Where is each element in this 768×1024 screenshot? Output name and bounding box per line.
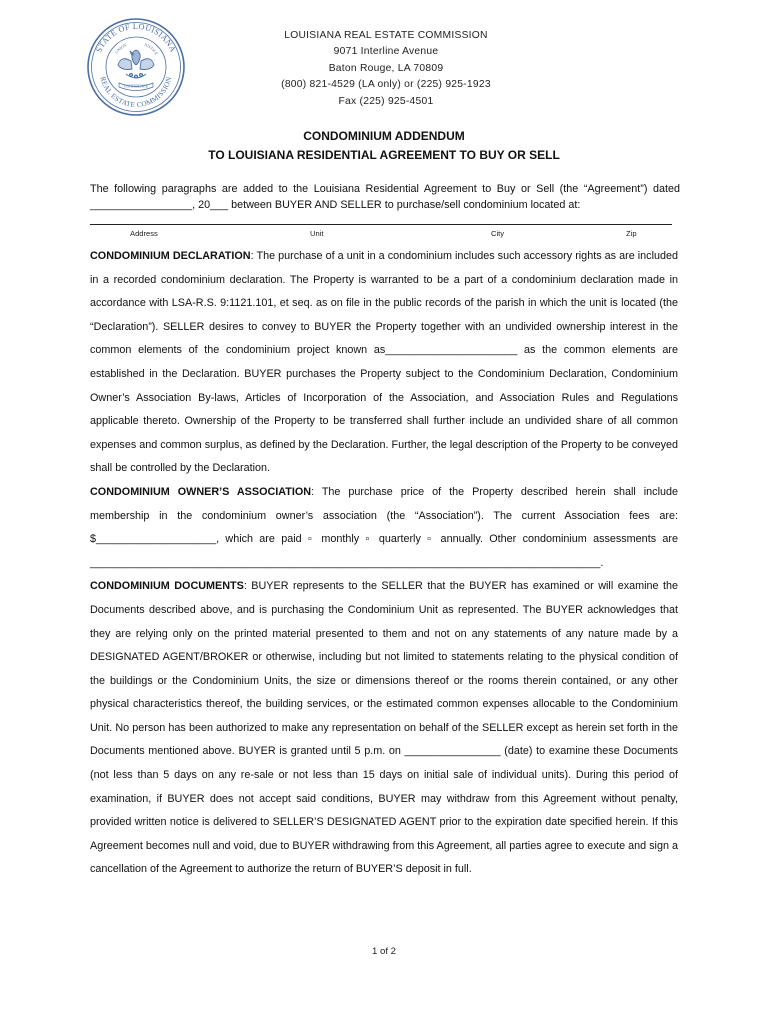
section-heading: CONDOMINIUM DOCUMENTS xyxy=(90,580,244,593)
address-blank-line xyxy=(90,224,672,226)
seal-motto-left: UNION xyxy=(113,42,128,55)
svg-text:UNION xyxy=(114,42,128,54)
section-text: : The purchase of a unit in a condominium includes such accessory rights as are included in a recorded condominium declaration. The Property is warranted to be a part of a condominium declaration made in accordance with LSA-R.S. 9:1121.101, et seq. as on file in the public records of the parish in which the unit is located (the “Declaration”). SELLER desires to convey to BUYER the Property together with an undivided ownership interest in the common elements of the condominium project known as______________________ as the common elements are established in the Declaration. BUYER purchases the Property subject to the Condominium Declaration, Condominium Owner’s Association By-laws, Articles of Incorporation of the Association, and Association Rules and Regulations applicable thereto. Ownership of the Property to be transferred shall further include an undivided share of all common expenses and common surplus, as defined by the Declaration. Further, the legal description of the Property to be conveyed shall be controlled by the Declaration. xyxy=(90,250,678,475)
organization-name: LOUISIANA REAL ESTATE COMMISSION xyxy=(284,30,488,41)
document-body xyxy=(90,245,678,882)
state-seal-pelican-icon xyxy=(86,17,186,117)
page-number: 1 of 2 xyxy=(371,946,396,957)
svg-text:JUSTICE xyxy=(144,42,160,57)
seal-text-top: STATE OF LOUISIANA xyxy=(94,21,178,54)
intro-text: The following paragraphs are added to the Louisiana Residential Agreement to Buy or Sell (the “Agreement”) dated _________________, 20___ between BUYER AND SELLER to purchase/sell condominium located at: xyxy=(90,183,680,212)
document-title xyxy=(90,127,678,165)
seal-motto-bottom: CONFIDENCE xyxy=(123,84,149,89)
section-text: : BUYER represents to the SELLER that the BUYER has examined or will examine the Documents described above, and is purchasing the Condominium Unit as represented. The BUYER acknowledges that they are relying only on the printed material presented to them and not on any statements of any nature made by a DESIGNATED AGENT/BROKER or otherwise, including but not limited to statements relating to the physical condition of the buildings or the Condominium Units, the size or dimensions thereof or the rooms therein contained, or any other physical characteristics thereof, the building services, or the estimated common expenses allocable to the Condominium Unit. No person has been authorized to make any representation on behalf of the SELLER except as herein set forth in the Documents mentioned above. BUYER is granted until 5 p.m. on ________________ (date) to examine these Documents (not less than 5 days on any re-sale or not less than 15 days on initial sale of individual units). During this period of examination, if BUYER does not accept said conditions, BUYER may withdraw from this Agreement without penalty, provided written notice is delivered to SELLER’S DESIGNATED AGENT prior to the expiration date specified herein. If this Agreement becomes null and void, due to BUYER withdrawing from this Agreement, all parties agree to execute and sign a cancellation of the Agreement to authorize the return of BUYER’S deposit in full. xyxy=(90,580,678,876)
title-line-1: CONDOMINIUM ADDENDUM xyxy=(303,129,465,143)
svg-text:REAL ESTATE COMMISSION xyxy=(99,75,174,109)
street-address: 9071 Interline Avenue xyxy=(333,46,439,58)
section-heading: CONDOMINIUM OWNER’S ASSOCIATION xyxy=(90,485,312,498)
zip-label: Zip xyxy=(626,229,637,238)
fax-number: Fax (225) 925-4501 xyxy=(338,95,434,107)
phone-numbers: (800) 821-4529 (LA only) or (225) 925-1923 xyxy=(281,79,491,91)
letterhead xyxy=(230,28,542,110)
pelican-figure xyxy=(118,50,154,78)
section-declaration xyxy=(90,245,678,481)
city-label: City xyxy=(491,229,505,238)
seal-text-bottom: REAL ESTATE COMMISSION xyxy=(98,75,174,110)
unit-label: Unit xyxy=(310,229,324,238)
intro-paragraph xyxy=(90,181,680,214)
section-text: : The purchase price of the Property described herein shall include membership in the condominium owner’s association (the “Association”). The current Association fees are: $____________________, which are paid ▫ monthly ▫ quarterly ▫ annually. Other condominium assessments are _____________________________________________________________________________________. xyxy=(90,485,678,569)
seal-motto-right: JUSTICE xyxy=(143,41,160,56)
svg-text:STATE OF LOUISIANA xyxy=(94,22,177,54)
section-association xyxy=(90,481,678,575)
title-line-2: TO LOUISIANA RESIDENTIAL AGREEMENT TO BUY OR SELL xyxy=(208,148,560,162)
address-label: Address xyxy=(130,229,158,238)
city-state-zip: Baton Rouge, LA 70809 xyxy=(328,62,444,74)
section-documents xyxy=(90,575,678,882)
section-heading: CONDOMINIUM DECLARATION xyxy=(90,250,251,262)
